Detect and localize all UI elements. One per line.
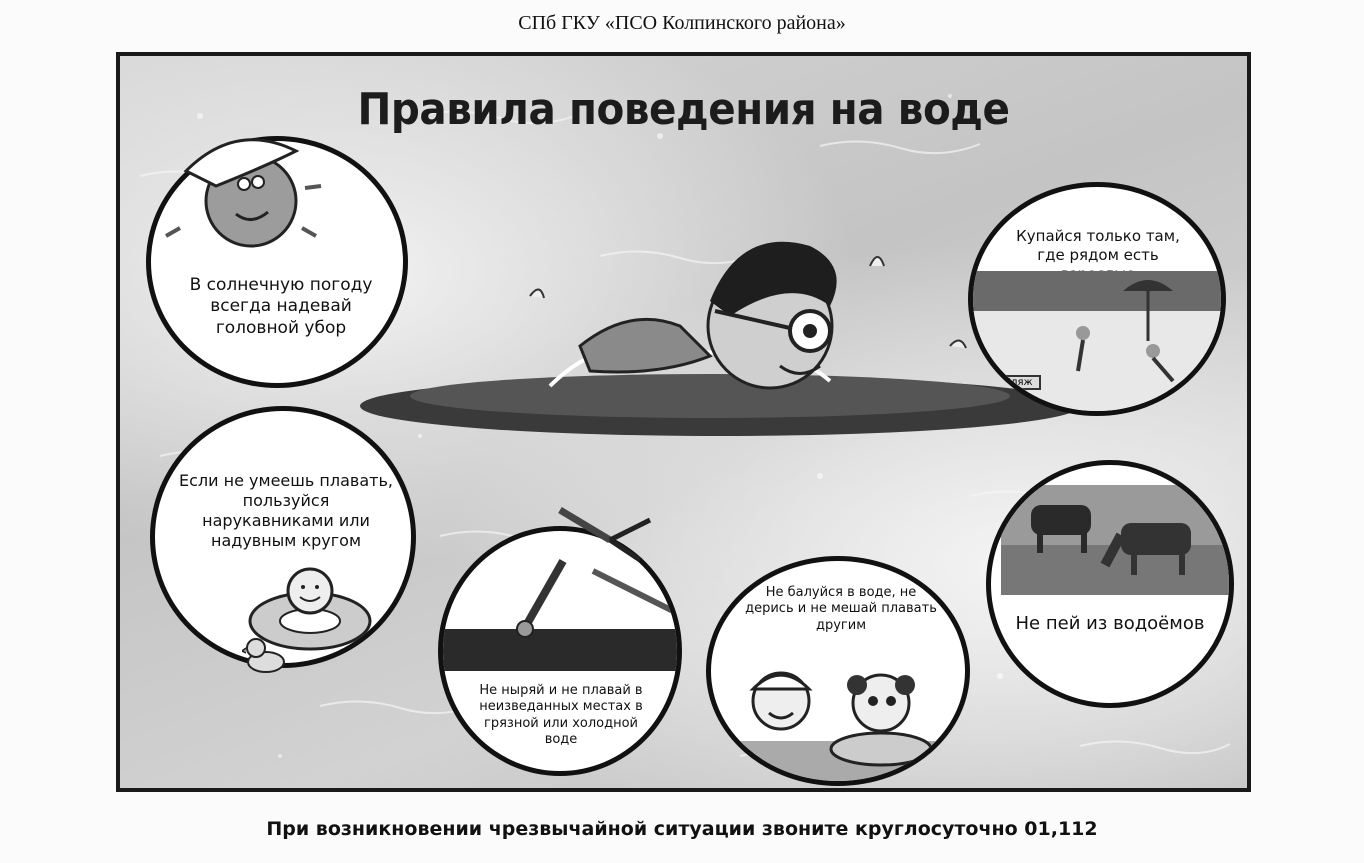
beach-sign: Пляж — [995, 375, 1041, 390]
rule-adults-text: Купайся только там, где рядом есть — [1016, 227, 1180, 264]
children-playing-illustration — [721, 641, 961, 781]
rule-no-drinking-text: Не пей из водоёмов — [1015, 613, 1205, 634]
water-safety-poster — [116, 52, 1251, 792]
rule-swim-aids-text: Если не умеешь плавать, пользуйся нарукавниками или надувным кругом — [179, 471, 393, 550]
rule-no-drinking-circle — [986, 460, 1234, 708]
rule-no-fooling-text: Не балуйся в воде, не дерись и не мешай плавать другим — [745, 585, 937, 633]
rule-sun-hat-text: В солнечную погоду всегда надевай головной убор — [189, 275, 373, 338]
smiling-sun-icon — [146, 126, 336, 256]
rubber-duck-icon — [242, 634, 288, 674]
rule-no-diving-text: Не ныряй и не плавай в неизведанных местах в грязной или холодной воде — [479, 683, 643, 747]
rule-no-fooling-circle — [706, 556, 970, 786]
diving-legs-branch — [550, 500, 680, 570]
rule-swim-aids-circle — [150, 406, 416, 668]
rule-adults-circle — [968, 182, 1226, 416]
poster-title: Правила поведения на воде — [357, 84, 1010, 135]
cows-drinking-illustration — [1001, 485, 1229, 595]
emergency-footer: При возникновении чрезвычайной ситуации звоните круглосуточно 01,112 — [266, 818, 1098, 840]
beach-scene-illustration — [973, 271, 1221, 416]
organization-header: СПб ГКУ «ПСО Колпинского района» — [518, 12, 846, 34]
